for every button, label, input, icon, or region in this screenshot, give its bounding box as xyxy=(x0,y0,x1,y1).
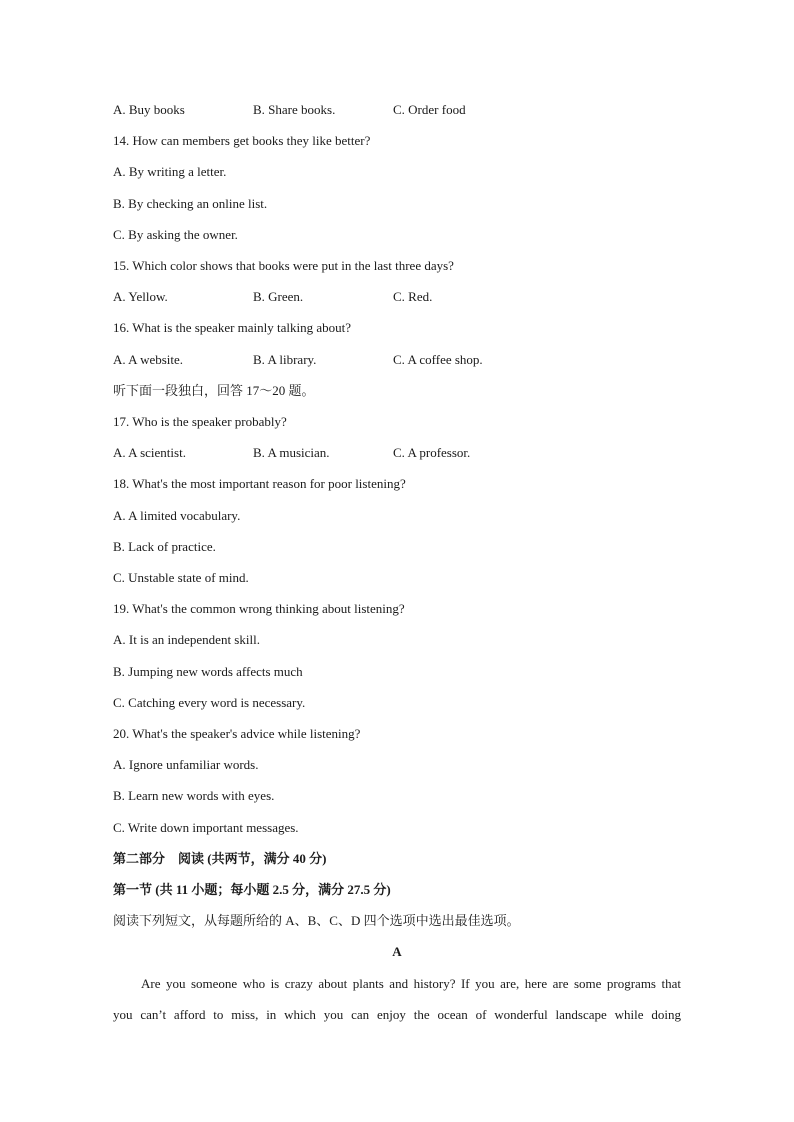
q18-option-c: C. Unstable state of mind. xyxy=(113,570,249,585)
q19-option-a: A. It is an independent skill. xyxy=(113,632,260,647)
q13-option-c: C. Order food xyxy=(393,102,466,117)
passage-line-1: Are you someone who is crazy about plants and history? If you are, here are some programs that xyxy=(141,976,681,991)
q20-option-a: A. Ignore unfamiliar words. xyxy=(113,757,259,772)
q19-option-c: C. Catching every word is necessary. xyxy=(113,695,306,710)
q16-option-c: C. A coffee shop. xyxy=(393,352,483,367)
q18-option-a: A. A limited vocabulary. xyxy=(113,508,241,523)
q13-option-b: B. Share books. xyxy=(253,102,336,117)
q17-option-a: A. A scientist. xyxy=(113,445,186,460)
q19-option-b: B. Jumping new words affects much xyxy=(113,664,303,679)
q17-question: 17. Who is the speaker probably? xyxy=(113,414,287,429)
q19-question: 19. What's the common wrong thinking about listening? xyxy=(113,601,405,616)
q20-option-c: C. Write down important messages. xyxy=(113,820,299,835)
q18-question: 18. What's the most important reason for poor listening? xyxy=(113,476,406,491)
section1-heading: 第一节 (共 11 小题；每小题 2.5 分，满分 27.5 分) xyxy=(113,882,391,897)
part2-heading: 第二部分 阅读 (共两节，满分 40 分) xyxy=(113,851,327,866)
passage-label: A xyxy=(392,944,402,959)
q14-option-a: A. By writing a letter. xyxy=(113,164,227,179)
q15-question: 15. Which color shows that books were put in the last three days? xyxy=(113,258,454,273)
q20-question: 20. What's the speaker's advice while listening? xyxy=(113,726,361,741)
q16-option-a: A. A website. xyxy=(113,352,184,367)
q20-option-b: B. Learn new words with eyes. xyxy=(113,788,275,803)
reading-instruction: 阅读下列短文，从每题所给的 A、B、C、D 四个选项中选出最佳选项。 xyxy=(113,913,520,928)
q17-option-c: C. A professor. xyxy=(393,445,471,460)
q13-option-a: A. Buy books xyxy=(113,102,185,117)
monologue-instruction: 听下面一段独白，回答 17～20 题。 xyxy=(113,383,315,398)
q15-option-b: B. Green. xyxy=(253,289,304,304)
q15-option-a: A. Yellow. xyxy=(113,289,168,304)
q14-question: 14. How can members get books they like better? xyxy=(113,133,371,148)
q15-option-c: C. Red. xyxy=(393,289,433,304)
q18-option-b: B. Lack of practice. xyxy=(113,539,216,554)
passage-line-2: you can’t afford to miss, in which you can enjoy the ocean of wonderful landscape while doing xyxy=(113,1007,681,1022)
q17-option-b: B. A musician. xyxy=(253,445,330,460)
q16-question: 16. What is the speaker mainly talking about? xyxy=(113,320,352,335)
q14-option-c: C. By asking the owner. xyxy=(113,227,238,242)
q14-option-b: B. By checking an online list. xyxy=(113,196,268,211)
q16-option-b: B. A library. xyxy=(253,352,317,367)
